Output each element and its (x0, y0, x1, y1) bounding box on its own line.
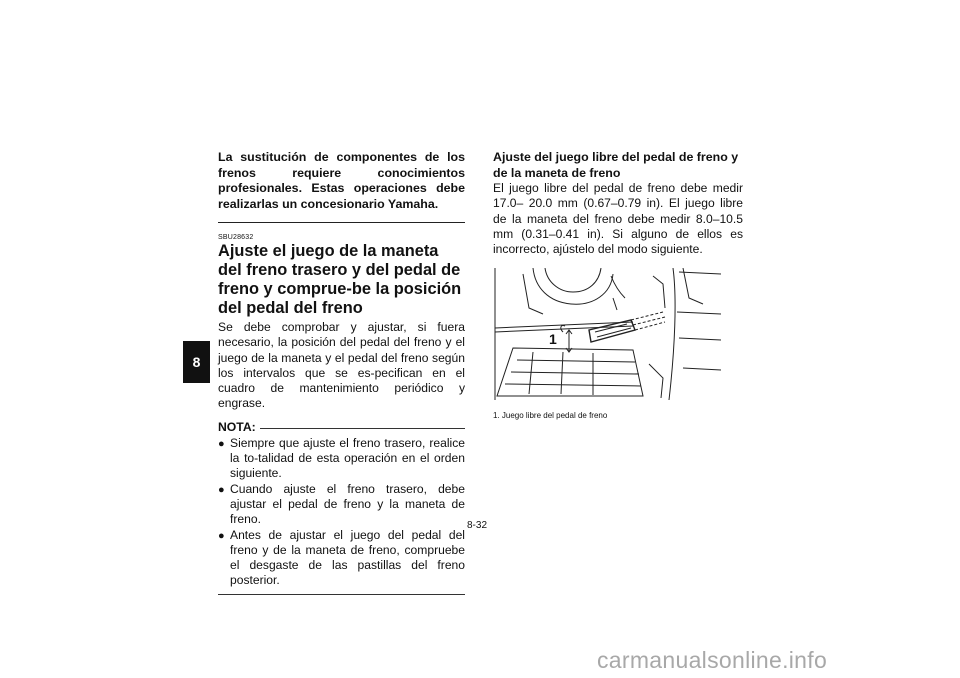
note-rule (260, 428, 465, 429)
section-body: Se debe comprobar y ajustar, si fuera necesario, la posición del pedal del freno y el juego de la maneta y el pedal del freno según los intervalos que se es-pecifican en el cuadro de mantenimiento periódico y engrase. (218, 320, 465, 411)
page-number: 8-32 (467, 520, 488, 531)
left-column (218, 150, 465, 595)
list-item (218, 528, 465, 589)
note-item-text: Siempre que ajuste el freno trasero, realice la to-talidad de esta operación en el orden siguiente. (230, 435, 465, 481)
brake-pedal-illustration (493, 268, 721, 400)
note-end-rule (218, 594, 465, 595)
note-item-text: Cuando ajuste el freno trasero, debe ajustar el pedal de freno y la maneta de freno. (230, 481, 465, 527)
figure-caption: 1. Juego libre del pedal de freno (493, 411, 608, 421)
bullet-icon: ● (218, 437, 225, 450)
bullet-icon: ● (218, 483, 225, 496)
note-list (218, 436, 465, 589)
warning-text: La sustitución de componentes de los frenos requiere conocimientos profesionales. Estas operaciones debe realizarlas un concesionario Yamaha. (218, 150, 465, 211)
list-item (218, 482, 465, 528)
subsection-heading: Ajuste del juego libre del pedal de freno y de la maneta de freno (493, 150, 739, 180)
subsection-body: El juego libre del pedal de freno debe medir 17.0– 20.0 mm (0.67–0.79 in). El juego libre de la maneta del freno debe medir 8.0–10.5 mm (0.31–0.41 in). Si alguno de ellos es incorrecto, ajústelo del modo siguiente. (493, 181, 743, 257)
chapter-tab: 8 (183, 341, 210, 383)
list-item (218, 436, 465, 482)
warning-divider (218, 222, 465, 223)
note-label: NOTA: (218, 419, 256, 434)
note-item-text: Antes de ajustar el juego del pedal del freno y de la maneta de freno, compruebe el desgaste de las pastillas del freno posterior. (230, 527, 465, 588)
section-title: Ajuste el juego de la maneta del freno trasero y del pedal de freno y comprue-be la posición del pedal del freno (218, 242, 462, 317)
watermark: carmanualsonline.info (597, 647, 828, 673)
section-code: SBU28632 (218, 234, 254, 241)
note-header (218, 420, 465, 434)
right-column (493, 150, 743, 420)
figure-callout-label: 1 (549, 331, 557, 348)
bullet-icon: ● (218, 529, 225, 542)
